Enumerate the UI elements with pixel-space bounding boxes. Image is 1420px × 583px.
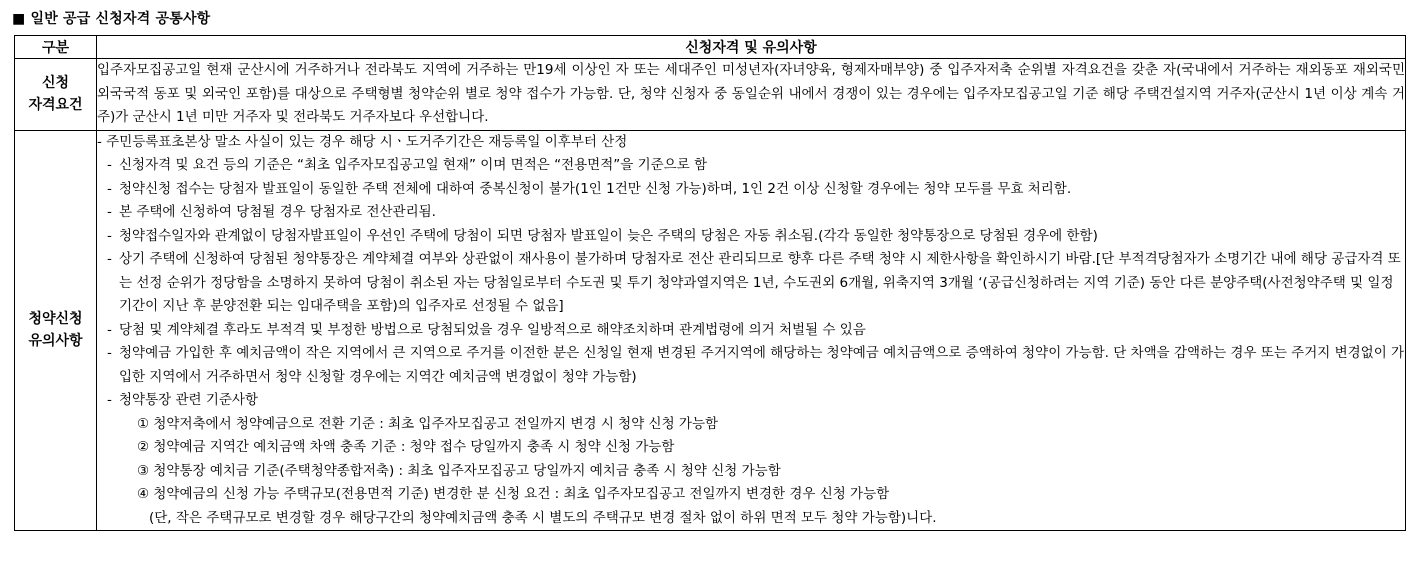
section-title: ■ 일반 공급 신청자격 공통사항	[12, 11, 211, 27]
eligibility-table	[14, 35, 1406, 531]
list-item-text: 본 주택에 신청하여 당첨될 경우 당첨자로 전산관리됨.	[119, 204, 436, 220]
note-tail: (단, 작은 주택규모로 변경할 경우 해당구간의 청약예치금액 충족 시 별도의 주택규모 변경 절차 없이 하위 면적 모두 청약 가능함)니다.	[149, 509, 937, 526]
list-item: - 주민등록표초본상 말소 사실이 있는 경우 해당 시ㆍ도거주기간은 재등록일 이후부터 산정	[97, 133, 628, 150]
list-item-text: 청약통장 관련 기준사항	[119, 392, 258, 408]
list-item: - 상기 주택에 신청하여 당첨된 청약통장은 계약체결 여부와 상관없이 재사용이 불가하며 당첨자로 전산 관리되므로 향후 다른 주택 청약 시 제한사항을 확인하시기 바람.[단 부적격당첨자가 소명기간 내에 해당 공급자격 또는 선정 순위가 정당함을 소명하지 못하여 당첨이 취소된 자는 당첨일로부터 수도권 및 투기 청약과열지역은 1년, 수도권외 6개월, 위축지역 3개월 ‘(공급신청하려는 지역 기준) 동안 다른 분양주택(사전청약주택 및 일정기간이 지난 후 분양전환 되는 임대주택을 포함)의 입주자로 선정될 수 없음]	[107, 251, 1401, 314]
list-item: - 본 주택에 신청하여 당첨될 경우 당첨자로 전산관리됨.	[107, 204, 436, 220]
list-item: - 청약예금 가입한 후 예치금액이 작은 지역에서 큰 지역으로 주거를 이전한 분은 신청일 현재 변경된 주거지역에 해당하는 청약예금 예치금액으로 증액하여 청약이 가능함. 단 차액을 감액하는 경우 또는 주거지 변경없이 가입한 지역에서 거주하면서 청약 신청할 경우에는 지역간 예치금액 변경없이 청약 가능함)	[107, 345, 1405, 385]
list-item-text: 청약예금 가입한 후 예치금액이 작은 지역에서 큰 지역으로 주거를 이전한 분은 신청일 현재 변경된 주거지역에 해당하는 청약예금 예치금액으로 증액하여 청약이 가능함. 단 차액을 감액하는 경우 또는 주거지 변경없이 가입한 지역에서 거주하면서 청약 신청할 경우에는 지역간 예치금액 변경없이 청약 가능함)	[119, 345, 1405, 385]
table-row-notes	[15, 130, 1406, 531]
category-notes	[15, 130, 97, 531]
table-row-eligibility	[15, 59, 1406, 131]
table-header-row	[15, 36, 1406, 59]
eligibility-content-cell	[97, 59, 1406, 131]
list-item-text: 신청자격 및 요건 등의 기준은 “최초 입주자모집공고일 현재” 이며 면적은 “전용면적”을 기준으로 함	[119, 157, 708, 173]
list-item-text: 청약신청 접수는 당첨자 발표일이 동일한 주택 전체에 대하여 중복신청이 불가(1인 1건만 신청 가능)하며, 1인 2건 이상 신청할 경우에는 청약 모두를 무효 처리함.	[119, 180, 1072, 197]
notes-list	[97, 131, 1405, 531]
category-line: 유의사항	[28, 333, 83, 350]
category-line: 청약신청	[28, 311, 83, 328]
eligibility-text: 입주자모집공고일 현재 군산시에 거주하거나 전라북도 지역에 거주하는 만19세 이상인 자 또는 세대주인 미성년자(자녀양육, 형제자매부양) 중 입주자저축 순위별 자격요건을 갖춘 자(국내에서 거주하는 재외동포 재외국민 외국국적 동포 및 외국인 포함)를 대상으로 주택형별 청약순위 별로 청약 접수가 가능함. 단, 청약 신청자 중 동일순위 내에서 경쟁이 있는 경우에는 입주자모집공고일 기준 해당 주택건설지역 거주자(군산시 1년 이상 계속 거주)가 군산시 1년 미만 거주자 및 전라북도 거주자보다 우선합니다.	[97, 62, 1405, 125]
list-item: - 신청자격 및 요건 등의 기준은 “최초 입주자모집공고일 현재” 이며 면적은 “전용면적”을 기준으로 함	[107, 157, 708, 173]
numbered-item: ② 청약예금 지역간 예치금액 차액 충족 기준 : 청약 접수 당일까지 충족 시 청약 신청 가능함	[137, 439, 675, 455]
list-item: - 당첨 및 계약체결 후라도 부적격 및 부정한 방법으로 당첨되었을 경우 일방적으로 해약조치하며 관계법령에 의거 처벌될 수 있음	[107, 321, 866, 338]
list-item: - 청약접수일자와 관계없이 당첨자발표일이 우선인 주택에 당첨이 되면 당첨자 발표일이 늦은 주택의 당첨은 자동 취소됨.(각각 동일한 청약통장으로 당첨된 경우에 한함)	[107, 227, 1098, 244]
list-item-text: 상기 주택에 신청하여 당첨된 청약통장은 계약체결 여부와 상관없이 재사용이 불가하며 당첨자로 전산 관리되므로 향후 다른 주택 청약 시 제한사항을 확인하시기 바람.[단 부적격당첨자가 소명기간 내에 해당 공급자격 또는 선정 순위가 정당함을 소명하지 못하여 당첨이 취소된 자는 당첨일로부터 수도권 및 투기 청약과열지역은 1년, 수도권외 6개월, 위축지역 3개월 ‘(공급신청하려는 지역 기준) 동안 다른 분양주택(사전청약주택 및 일정기간이 지난 후 분양전환 되는 임대주택을 포함)의 입주자로 선정될 수 없음]	[119, 251, 1401, 314]
numbered-item: ① 청약저축에서 청약예금으로 전환 기준 : 최초 입주자모집공고 전일까지 변경 시 청약 신청 가능함	[137, 415, 719, 432]
category-eligibility	[15, 59, 97, 131]
list-item: - 청약신청 접수는 당첨자 발표일이 동일한 주택 전체에 대하여 중복신청이 불가(1인 1건만 신청 가능)하며, 1인 2건 이상 신청할 경우에는 청약 모두를 무효 처리함.	[107, 180, 1072, 197]
numbered-item: ④ 청약예금의 신청 가능 주택규모(전용면적 기준) 변경한 분 신청 요건 : 최초 입주자모집공고 전일까지 변경한 경우 신청 가능함	[137, 486, 890, 502]
list-item-text: 청약접수일자와 관계없이 당첨자발표일이 우선인 주택에 당첨이 되면 당첨자 발표일이 늦은 주택의 당첨은 자동 취소됨.(각각 동일한 청약통장으로 당첨된 경우에 한함)	[119, 227, 1098, 244]
category-line: 자격요건	[28, 97, 83, 114]
list-item-text: 당첨 및 계약체결 후라도 부적격 및 부정한 방법으로 당첨되었을 경우 일방적으로 해약조치하며 관계법령에 의거 처벌될 수 있음	[119, 321, 866, 338]
category-line: 신청	[41, 75, 70, 92]
numbered-item: ③ 청약통장 예치금 기준(주택청약종합저축) : 최초 입주자모집공고 당일까지 예치금 충족 시 청약 신청 가능함	[137, 462, 781, 479]
notes-content-cell	[97, 130, 1406, 531]
header-category: 구분	[15, 36, 97, 59]
header-content: 신청자격 및 유의사항	[97, 36, 1406, 59]
list-item: - 청약통장 관련 기준사항	[107, 392, 258, 408]
